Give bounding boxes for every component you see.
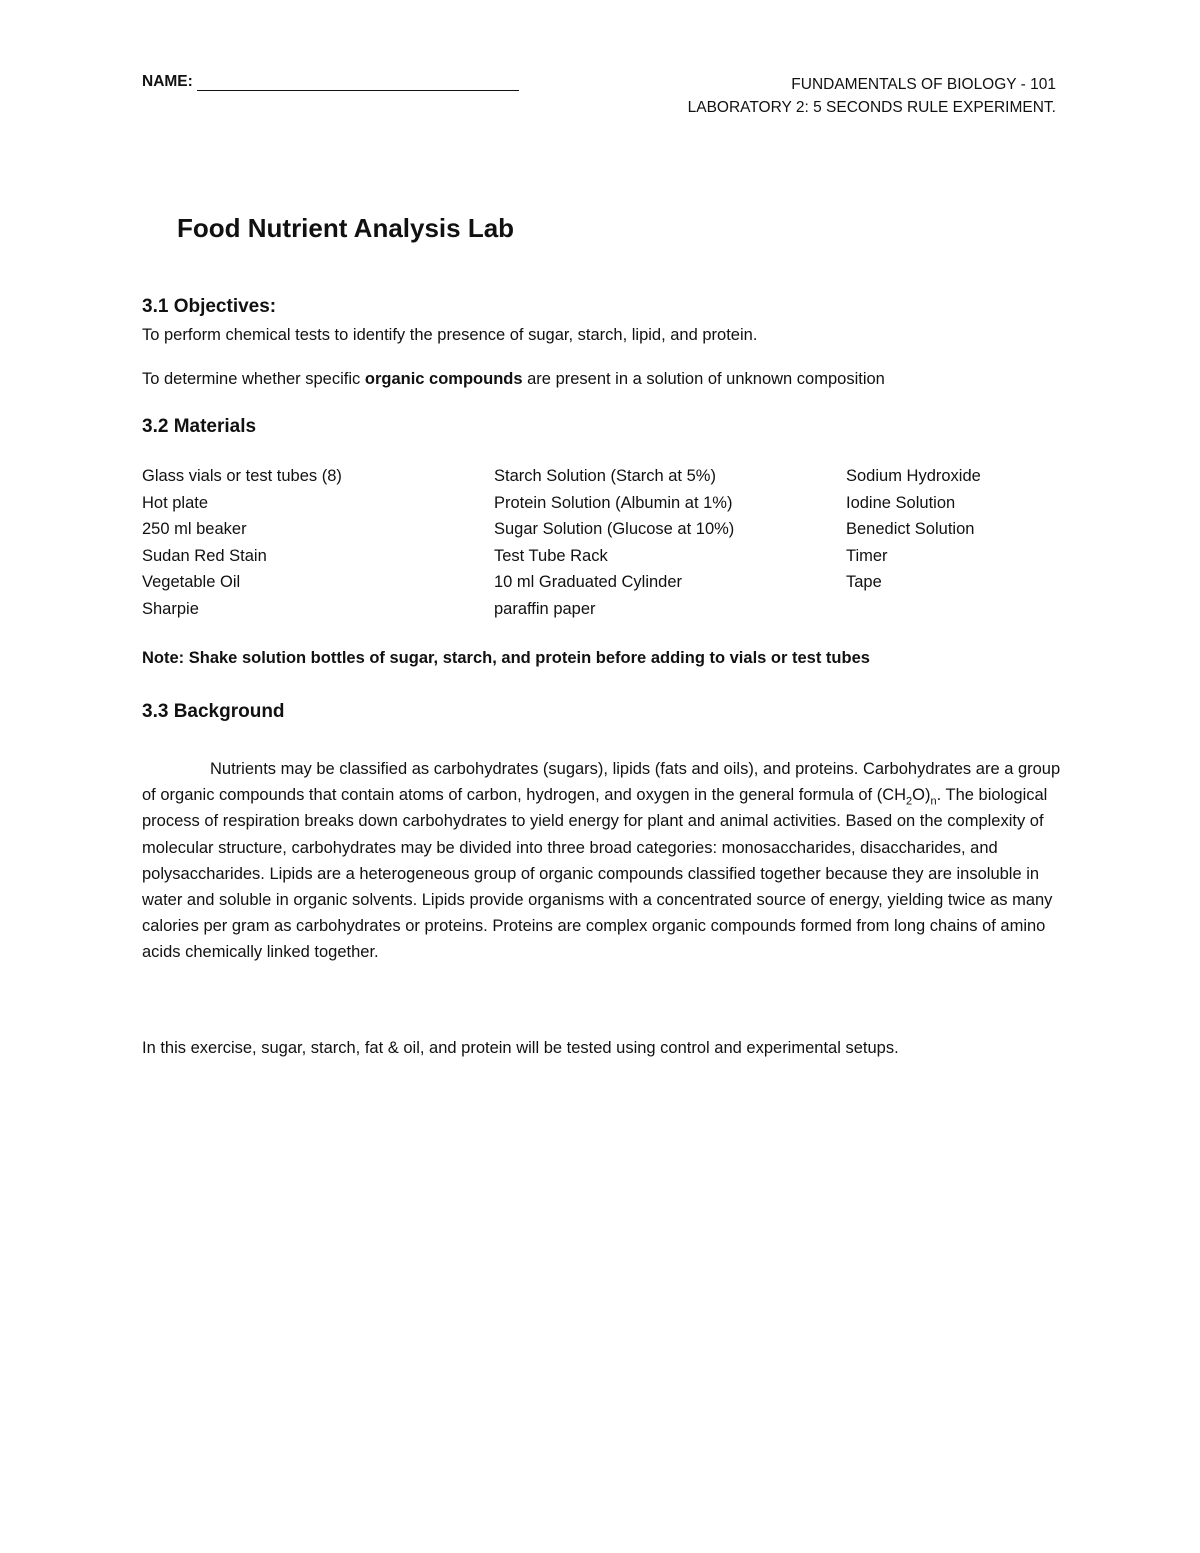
materials-column-3 [846,463,1062,622]
background-text-end: . The biological process of respiration breaks down carbohydrates to yield energy for plant and animal activities. Based on the complexity of molecular structure, carbohydrates may be divided into three broad categories: monosaccharides, disaccharides, and polysaccharides. Lipids are a heterogeneous group of organic compounds classified together because they are insoluble in water and soluble in organic solvents. Lipids provide organisms with a concentrated source of energy, yielding twice as many calories per gram as carbohydrates or proteins. Proteins are complex organic compounds formed from long chains of amino acids chemically linked together. [142,786,1053,962]
material-item: paraffin paper [494,599,596,618]
material-item: Starch Solution (Starch at 5%) [494,467,716,485]
background-text-start: Nutrients may be classified as carbohydrates (sugars), lipids (fats and oils), and proteins. Carbohydrates are a group of organic compounds that contain atoms of carbon, hydrogen, and oxygen in the general formula of (CH [142,760,1061,805]
material-item: Benedict Solution [846,520,975,538]
material-item: Sugar Solution (Glucose at 10%) [494,520,735,538]
closing-paragraph: In this exercise, sugar, starch, fat & oil, and protein will be tested using control and experimental setups. [142,1039,899,1057]
objectives-section [142,296,1062,392]
objective-2-bold: organic compounds [364,370,523,388]
materials-column-2 [494,463,846,622]
objective-2-pre: To determine whether specific [142,370,365,388]
subscript-2: 2 [906,795,913,808]
material-item: Timer [846,546,888,565]
name-header [142,73,519,91]
background-paragraph [142,756,1062,966]
material-item: Test Tube Rack [494,546,608,565]
material-item: Protein Solution (Albumin at 1%) [494,493,733,512]
materials-note: Note: Shake solution bottles of sugar, starch, and protein before adding to vials or test tubes [142,649,870,667]
material-item: Tape [846,573,882,591]
page-title: Food Nutrient Analysis Lab [177,213,515,243]
background-text-mid: O) [912,786,931,805]
name-label: NAME: [142,73,193,90]
course-header [688,73,1056,119]
course-title: FUNDAMENTALS OF BIOLOGY - 101 [791,76,1056,93]
name-blank-line [197,73,519,91]
objective-1: To perform chemical tests to identify the presence of sugar, starch, lipid, and protein. [142,326,758,344]
objectives-heading: 3.1 Objectives: [142,296,277,317]
material-item: Sharpie [142,599,199,618]
materials-list [142,463,1062,622]
material-item: 10 ml Graduated Cylinder [494,573,683,591]
materials-heading-wrap [142,416,1062,438]
material-item: Iodine Solution [846,493,956,512]
material-item: Sodium Hydroxide [846,467,981,485]
background-heading: 3.3 Background [142,701,285,722]
objective-2-post: are present in a solution of unknown composition [522,370,885,388]
lab-title: LABORATORY 2: 5 SECONDS RULE EXPERIMENT. [687,99,1056,116]
subscript-n: n [930,795,937,808]
materials-column-1 [142,463,494,622]
materials-heading: 3.2 Materials [142,416,257,437]
material-item: Glass vials or test tubes (8) [142,467,342,485]
background-heading-wrap [142,701,1062,723]
material-item: Vegetable Oil [142,573,241,591]
objective-2 [142,366,1062,392]
material-item: Sudan Red Stain [142,546,267,565]
material-item: Hot plate [142,493,209,512]
material-item: 250 ml beaker [142,520,247,538]
